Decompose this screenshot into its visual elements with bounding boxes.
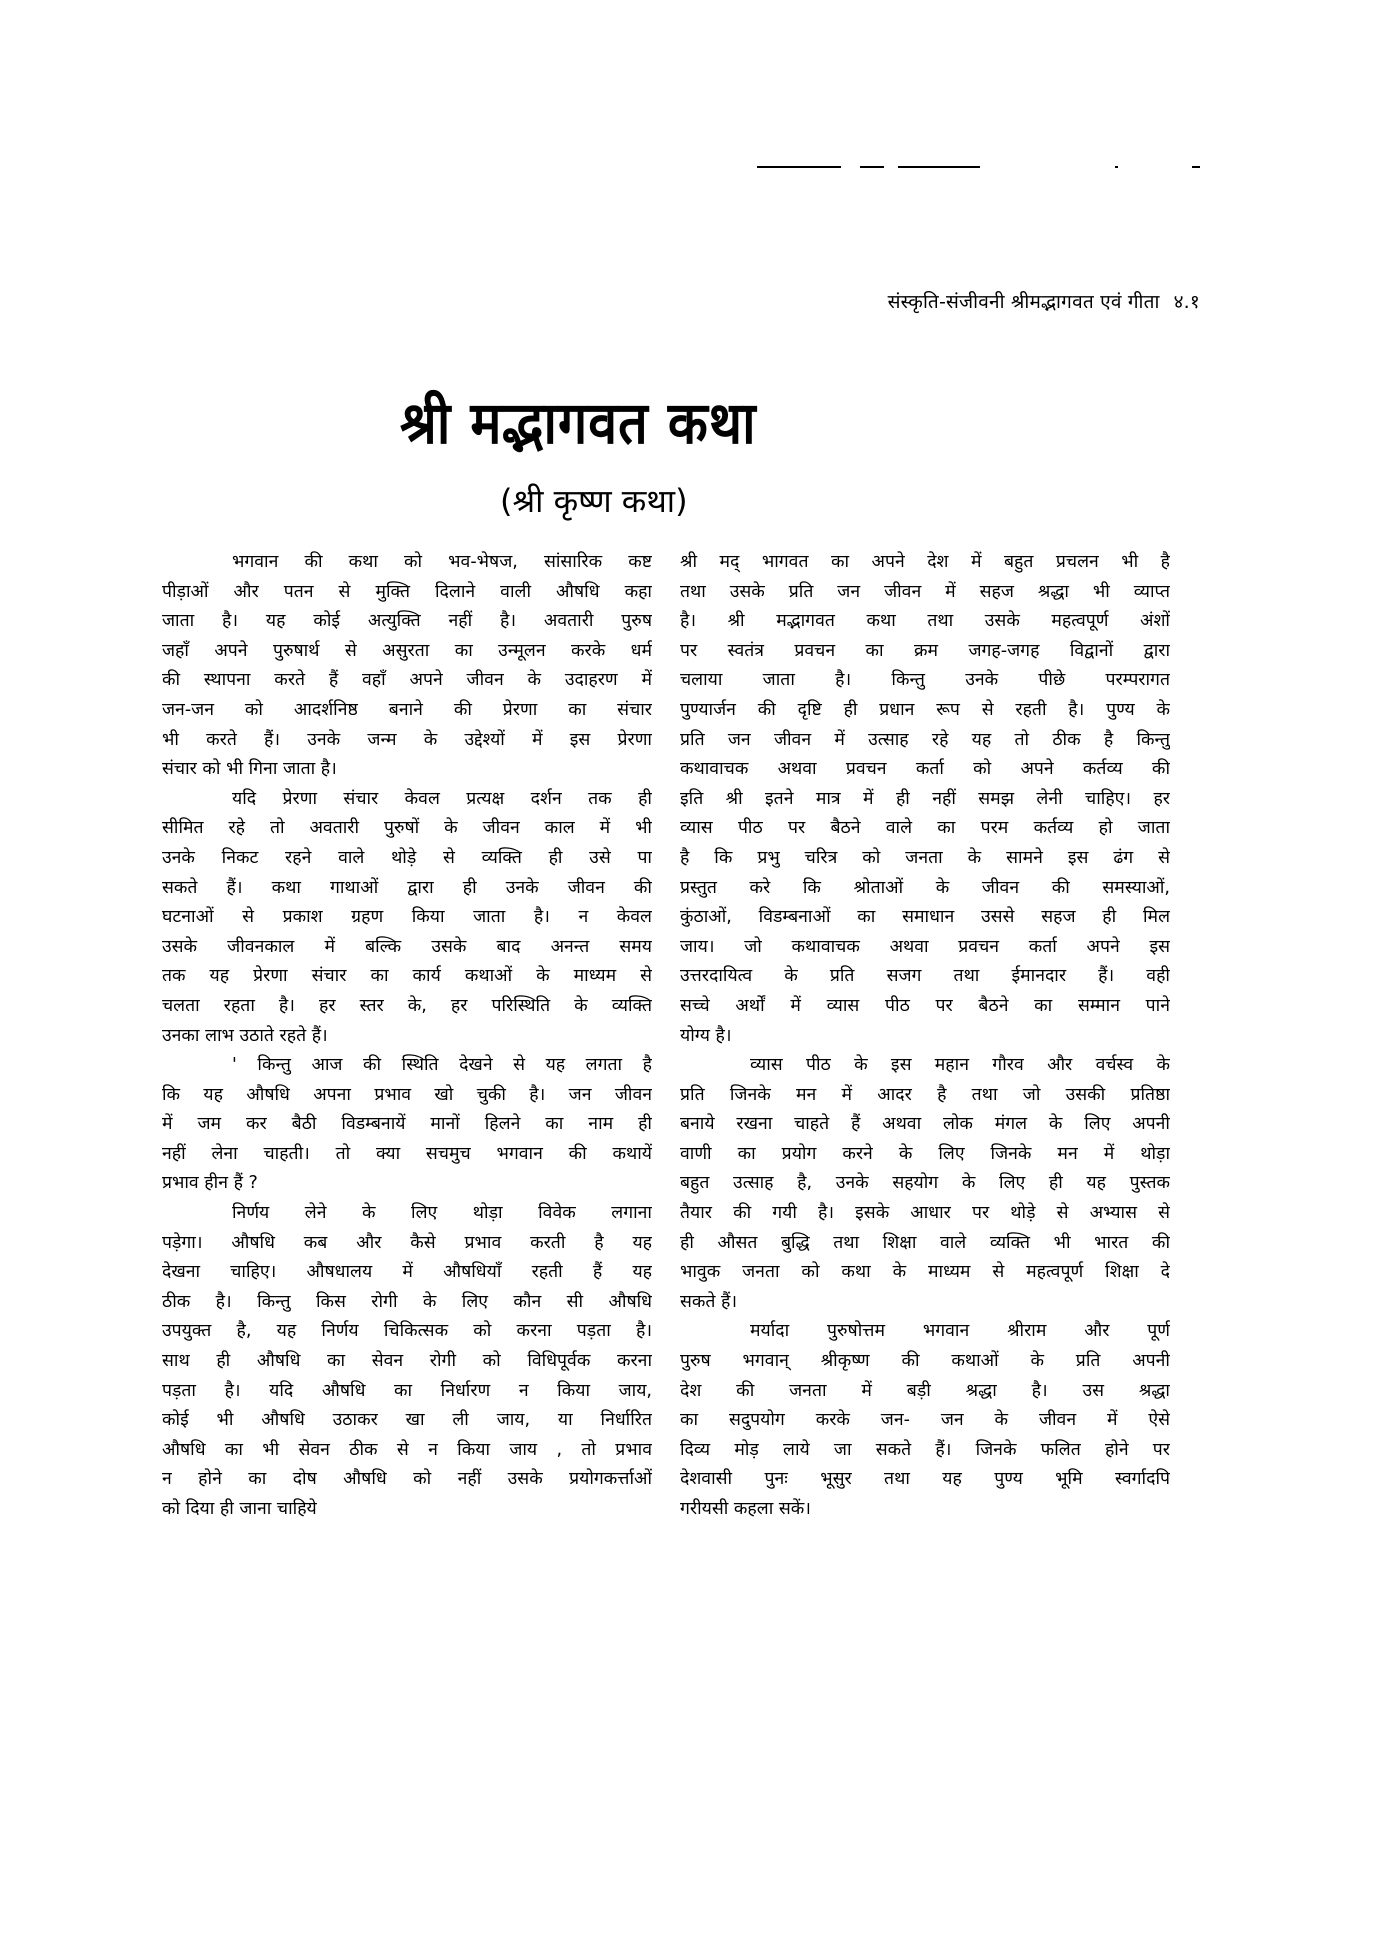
text-line: सच्चे अर्थों में व्यास पीठ पर बैठने का सम्मान पाने [680, 995, 1170, 1016]
text-line: उत्तरदायित्व के प्रति सजग तथा ईमानदार हैं। वही [680, 966, 1170, 987]
running-header-text: संस्कृति-संजीवनी श्रीमद्भागवत एवं गीता [887, 291, 1160, 313]
text-line: तक यह प्रेरणा संचार का कार्य कथाओं के माध्यम से [162, 966, 652, 987]
text-line: यदि प्रेरणा संचार केवल प्रत्यक्ष दर्शन तक ही [232, 788, 652, 809]
page-title: श्री मद्भागवत कथा [400, 390, 757, 458]
text-line: व्यास पीठ पर बैठने वाले का परम कर्तव्य हो जाता [680, 818, 1170, 839]
text-line: कथावाचक अथवा प्रवचन कर्ता को अपने कर्तव्य की [680, 759, 1170, 780]
text-line: सकते हैं। कथा गाथाओं द्वारा ही उनके जीवन की [162, 877, 652, 898]
text-line: दिव्य मोड़ लाये जा सकते हैं। जिनके फलित होने पर [680, 1439, 1170, 1460]
text-line: साथ ही औषधि का सेवन रोगी को विधिपूर्वक करना [162, 1351, 652, 1372]
left-column [162, 548, 652, 1525]
text-line: पर स्वतंत्र प्रवचन का क्रम जगह-जगह विद्वानों द्वारा [680, 640, 1170, 661]
text-line: गरीयसी कहला सकें। [680, 1499, 811, 1519]
scan-artifact-line [757, 166, 841, 168]
text-line: भी करते हैं। उनके जन्म के उद्देश्यों में इस प्रेरणा [162, 729, 652, 750]
text-line: प्रति जन जीवन में उत्साह रहे यह तो ठीक है किन्तु [680, 729, 1170, 750]
text-line: इति श्री इतने मात्र में ही नहीं समझ लेनी चाहिए। हर [680, 788, 1170, 809]
text-line: चलाया जाता है। किन्तु उनके पीछे परम्परागत [680, 670, 1170, 691]
text-line: जाता है। यह कोई अत्युक्ति नहीं है। अवतारी पुरुष [162, 611, 652, 632]
text-line: श्री मद् भागवत का अपने देश में बहुत प्रचलन भी है [680, 552, 1170, 572]
text-line: तथा उसके प्रति जन जीवन में सहज श्रद्धा भी व्याप्त [680, 581, 1170, 602]
text-line: कुंठाओं, विडम्बनाओं का समाधान उससे सहज ही मिल [680, 907, 1170, 928]
text-line: कोई भी औषधि उठाकर खा ली जाय, या निर्धारित [162, 1410, 652, 1431]
text-line: कि यह औषधि अपना प्रभाव खो चुकी है। जन जीवन [162, 1084, 652, 1105]
scan-artifact-lines [720, 166, 1200, 170]
text-line: घटनाओं से प्रकाश ग्रहण किया जाता है। न केवल [162, 907, 652, 928]
text-line: भावुक जनता को कथा के माध्यम से महत्वपूर्ण शिक्षा दे [680, 1262, 1170, 1283]
text-line: बहुत उत्साह है, उनके सहयोग के लिए ही यह पुस्तक [680, 1173, 1170, 1194]
text-line: निर्णय लेने के लिए थोड़ा विवेक लगाना [232, 1203, 652, 1224]
text-line: है कि प्रभु चरित्र को जनता के सामने इस ढंग से [680, 847, 1170, 868]
text-line: बनाये रखना चाहते हैं अथवा लोक मंगल के लिए अपनी [680, 1114, 1170, 1135]
text-line: देशवासी पुनः भूसुर तथा यह पुण्य भूमि स्वर्गादपि [680, 1469, 1170, 1490]
text-line: संचार को भी गिना जाता है। [162, 759, 337, 780]
text-line: पुण्यार्जन की दृष्टि ही प्रधान रूप से रहती है। पुण्य के [680, 699, 1170, 720]
text-line: पड़ता है। यदि औषधि का निर्धारण न किया जाय, [162, 1380, 652, 1401]
text-line: की स्थापना करते हैं वहाँ अपने जीवन के उदाहरण में [162, 670, 652, 691]
text-line: पीड़ाओं और पतन से मुक्ति दिलाने वाली औषधि कहा [162, 581, 652, 602]
text-line: नहीं लेना चाहती। तो क्या सचमुच भगवान की कथायें [162, 1143, 652, 1164]
text-line: उनका लाभ उठाते रहते हैं। [162, 1025, 328, 1046]
text-line: ठीक है। किन्तु किस रोगी के लिए कौन सी औषधि [162, 1291, 652, 1312]
text-line: में जम कर बैठी विडम्बनायें मानों हिलने का नाम ही [162, 1114, 652, 1135]
page-number: ४.१ [1173, 291, 1200, 313]
text-line: जहाँ अपने पुरुषार्थ से असुरता का उन्मूलन करके धर्म [162, 640, 652, 661]
scan-artifact-line [860, 166, 884, 168]
text-line: उनके निकट रहने वाले थोड़े से व्यक्ति ही उसे पा [162, 847, 652, 868]
text-line: न होने का दोष औषधि को नहीं उसके प्रयोगकर्त्ताओं [162, 1469, 652, 1490]
text-line: वाणी का प्रयोग करने के लिए जिनके मन में थोड़ा [680, 1143, 1170, 1164]
text-line: प्रभाव हीन हैं ? [162, 1173, 258, 1194]
text-line: उपयुक्त है, यह निर्णय चिकित्सक को करना पड़ता है। [162, 1321, 652, 1342]
text-line: भगवान की कथा को भव-भेषज, सांसारिक कष्ट [232, 552, 652, 572]
scan-artifact-line [1192, 166, 1200, 168]
text-line: योग्य है। [680, 1025, 732, 1046]
text-line: का सदुपयोग करके जन- जन के जीवन में ऐसे [680, 1410, 1170, 1431]
right-column [680, 548, 1170, 1525]
text-line: व्यास पीठ के इस महान गौरव और वर्चस्व के [750, 1055, 1170, 1076]
scan-artifact-dot [1115, 166, 1118, 168]
text-line: जाय। जो कथावाचक अथवा प्रवचन कर्ता अपने इस [680, 936, 1170, 957]
text-line: जन-जन को आदर्शनिष्ठ बनाने की प्रेरणा का संचार [162, 699, 652, 720]
running-header [600, 288, 1200, 314]
text-line: को दिया ही जाना चाहिये [162, 1499, 317, 1519]
text-line: देश की जनता में बड़ी श्रद्धा है। उस श्रद्धा [680, 1380, 1170, 1401]
text-line: सीमित रहे तो अवतारी पुरुषों के जीवन काल में भी [162, 818, 652, 839]
text-line: है। श्री मद्भागवत कथा तथा उसके महत्वपूर्ण अंशों [680, 611, 1170, 632]
text-line: प्रस्तुत करे कि श्रोताओं के जीवन की समस्याओं, [680, 877, 1170, 898]
page-subtitle: (श्री कृष्ण कथा) [500, 482, 688, 520]
text-line: मर्यादा पुरुषोत्तम भगवान श्रीराम और पूर्ण [750, 1321, 1170, 1342]
text-line: प्रति जिनके मन में आदर है तथा जो उसकी प्रतिष्ठा [680, 1084, 1170, 1105]
text-line: औषधि का भी सेवन ठीक से न किया जाय , तो प्रभाव [162, 1439, 652, 1460]
text-line: उसके जीवनकाल में बल्कि उसके बाद अनन्त समय [162, 936, 652, 957]
text-line: ' किन्तु आज की स्थिति देखने से यह लगता है [232, 1055, 652, 1076]
text-line: तैयार की गयी है। इसके आधार पर थोड़े से अभ्यास से [680, 1203, 1170, 1224]
scan-artifact-line [898, 166, 980, 168]
text-line: ही औसत बुद्धि तथा शिक्षा वाले व्यक्ति भी भारत की [680, 1232, 1170, 1253]
text-line: सकते हैं। [680, 1291, 738, 1312]
text-line: देखना चाहिए। औषधालय में औषधियाँ रहती हैं यह [162, 1262, 652, 1283]
text-line: पुरुष भगवान् श्रीकृष्ण की कथाओं के प्रति अपनी [680, 1351, 1170, 1372]
text-line: चलता रहता है। हर स्तर के, हर परिस्थिति के व्यक्ति [162, 995, 652, 1016]
text-line: पड़ेगा। औषधि कब और कैसे प्रभाव करती है यह [162, 1232, 652, 1253]
